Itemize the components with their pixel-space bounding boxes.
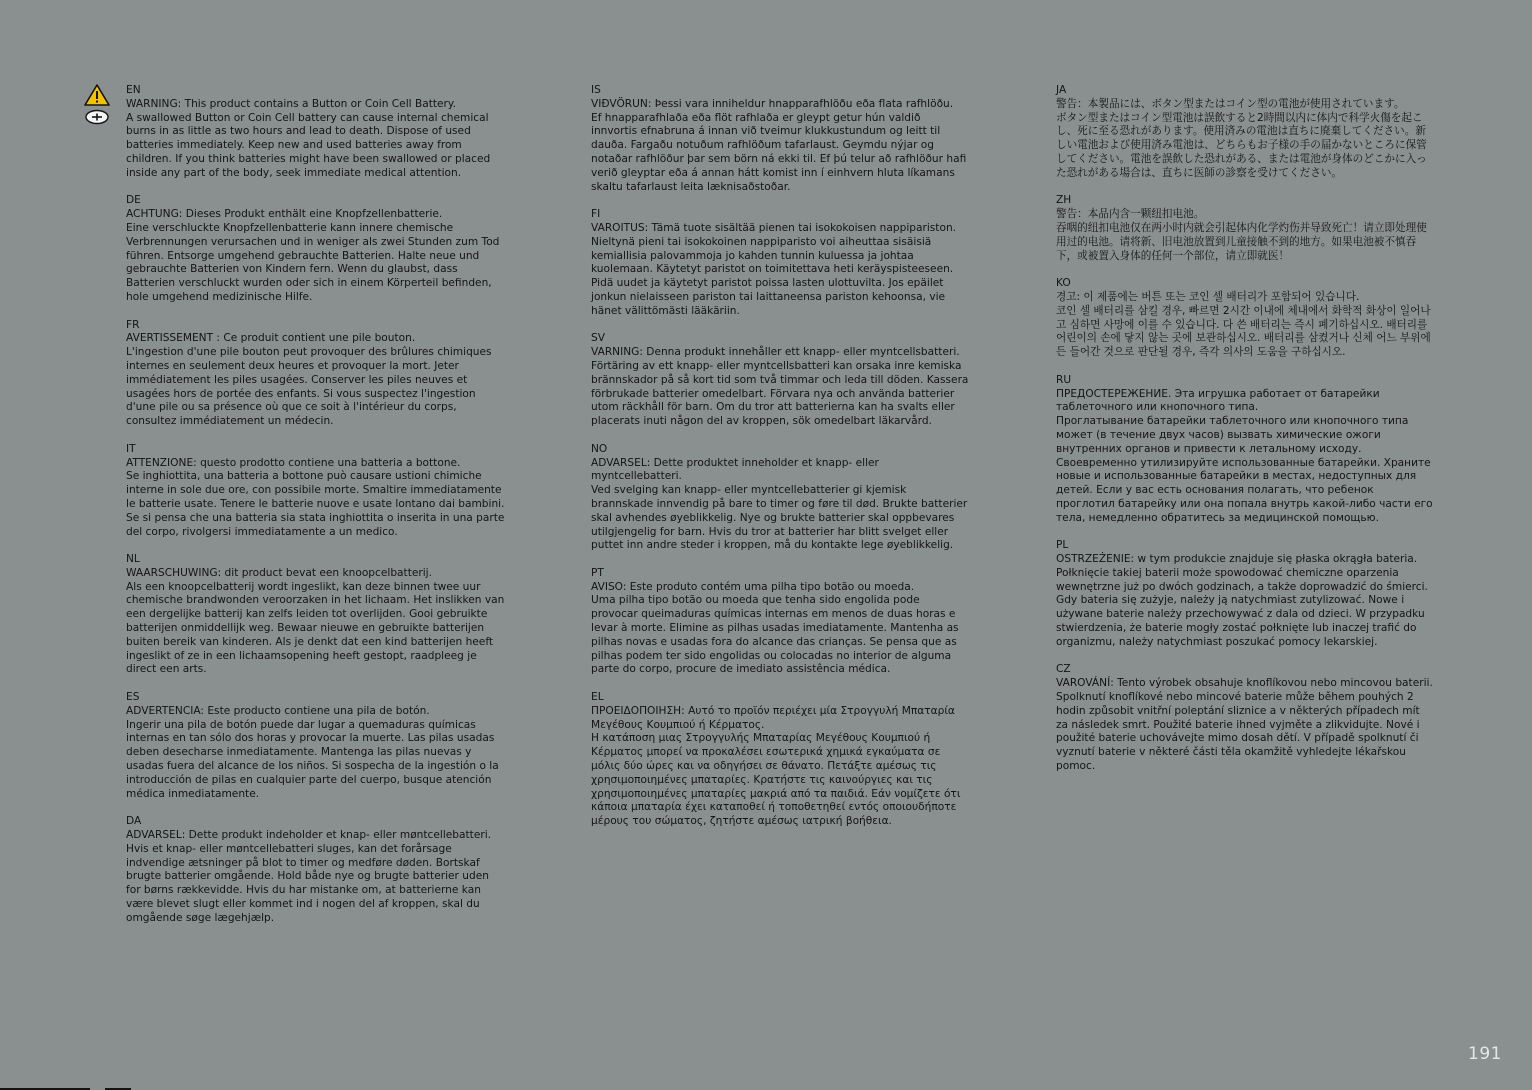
warning-heading: VIÐVÖRUN: Þessi vara inniheldur hnapparafhlöðu eða flata rafhlöðu. bbox=[591, 97, 954, 110]
language-code: KO bbox=[1056, 277, 1071, 290]
warning-body: Spolknutí knoflíkové nebo mincové baterie může během pouhých 2 hodin způsobit vnitřní poleptání sliznice a v některých případech mít za následek smrt. Použité baterie ihned vyjměte a zlikvidujte. Nové i použité baterie uchovávejte mimo dosah dětí. V případě spolknutí či vyznutí baterie v některé části těla okamžitě vyhledejte lékařskou pomoc. bbox=[1056, 691, 1420, 773]
warning-section-ja bbox=[1056, 84, 1434, 181]
warning-heading: ACHTUNG: Dieses Produkt enthält eine Knopfzellenbatterie. bbox=[126, 208, 443, 221]
warning-body: Als een knoopcelbatterij wordt ingeslikt, kan deze binnen twee uur chemische brandwonden veroorzaken in het lichaam. Het inslikken van een dergelijke batterij kan zelfs leiden tot overlijden. Gooi gebruikte batterijen onmiddellijk weg. Bewaar nieuwe en gebruikte batterijen buiten bereik van kinderen. Als je denkt dat een kind batterijen heeft ingeslikt of ze in een lichaamsopening heeft gestopt, raadpleeg je direct een arts. bbox=[126, 580, 505, 676]
language-code: RU bbox=[1056, 373, 1072, 386]
warning-body: Ved svelging kan knapp- eller myntcellebatterier gi kjemisk brannskade innvendig på bare to timer og føre til død. Brukte batterier skal avhendes øyeblikkelig. Nye og brukte batterier skal oppbevares utilgjengelig for barn. Hvis du tror at batterier har blitt svelget eller puttet inn andre steder i kroppen, må du kontakte lege øyeblikkelig. bbox=[591, 484, 968, 552]
warning-body: Η κατάποση μιας Στρογγυλής Μπαταρίας Μεγέθους Κουμπιού ή Κέρματος μπορεί να προκαλέσει εσωτερικά χημικά εγκαύματα σε μόλις δύο ώρες και να οδηγήσει σε θάνατο. Πετάξτε αμέσως τις χρησιμοποιημένες μπαταρίες. Κρατήστε τις καινούργιες και τις χρησιμοποιημένες μπαταρίες μακριά από τα παιδιά. Εάν νομίζετε ότι κάποια μπαταρία έχει καταποθεί ή τοποθετηθεί εντός οποιουδήποτε μέρους του σώματος, ζητήστε αμέσως ιατρική βοήθεια. bbox=[591, 732, 961, 828]
warning-heading: WAARSCHUWING: dit product bevat een knoopcelbatterij. bbox=[126, 566, 432, 579]
warning-heading: 警告：本品内含一颗纽扣电池。 bbox=[1056, 208, 1205, 221]
warning-section-it bbox=[126, 443, 506, 540]
warning-heading: ΠΡΟΕΙΔΟΠΟΙΗΣΗ: Αυτό το προϊόν περιέχει μία Στρογγυλή Μπαταρία Μεγέθους Κουμπιού ή Κέρματος. bbox=[591, 704, 955, 731]
warning-section-es bbox=[126, 691, 506, 801]
column-2 bbox=[591, 84, 969, 843]
warning-section-fi bbox=[591, 208, 969, 318]
language-code: SV bbox=[591, 332, 605, 345]
language-code: NO bbox=[591, 442, 608, 455]
warning-body: Se inghiottita, una batteria a bottone può causare ustioni chimiche interne in sole due ore, con possibile morte. Smaltire immediatamente le batterie usate. Tenere le batterie nuove e usate lontano dai bambini. Se si pensa che una batteria sia stata inghiottita o inserita in una parte del corpo, rivolgersi immediatamente a un medico. bbox=[126, 470, 505, 538]
language-code: FI bbox=[591, 208, 601, 221]
warning-body: Hvis et knap- eller møntcellebatteri sluges, kan det forårsage indvendige ætsninger på blot to timer og medføre døden. Bortskaf brugte batterier omgående. Hold både nye og brugte batterier uden for børns rækkevidde. Hvis du har mistanke om, at batterierne kan være blevet slugt eller kommet ind i nogen del af kroppen, skal du omgående søge lægehjælp. bbox=[126, 842, 489, 924]
warning-section-ko bbox=[1056, 277, 1434, 360]
warning-body: Połknięcie takiej baterii może spowodować chemiczne oparzenia wewnętrzne już po dwóch godzinach, a także doprowadzić do śmierci. Gdy bateria się zużyje, należy ją natychmiast zutylizować. Nowe i używane baterie należy przechowywać z dala od dzieci. W przypadku stwierdzenia, że baterie mogły zostać połknięte lub inaczej trafić do organizmu, należy natychmiast poszukać pomocy lekarskiej. bbox=[1056, 566, 1428, 648]
warning-section-pt bbox=[591, 567, 969, 677]
warning-section-de bbox=[126, 194, 506, 304]
warning-section-cz bbox=[1056, 663, 1434, 773]
warning-section-sv bbox=[591, 332, 969, 429]
warning-section-el bbox=[591, 691, 969, 829]
warning-section-no bbox=[591, 443, 969, 553]
warning-heading: 警告：本製品には、ボタン型またはコイン型の電池が使用されています。 bbox=[1056, 97, 1405, 110]
warning-body: ボタン型またはコイン型電池は誤飲すると2時間以内に体内で科学火傷を起こし、死に至る恐れがあります。使用済みの電池は直ちに廃棄してください。新しい電池および使用済み電池は、どちらもお子様の手の届かないところに保管してください。電池を誤飲した恐れがある、または電池が身体のどこかに入った恐れがある場合は、直ちに医師の診察を受けてください。 bbox=[1056, 111, 1427, 179]
language-code: IT bbox=[126, 442, 136, 455]
warning-heading: VARNING: Denna produkt innehåller ett knapp- eller myntcellsbatteri. bbox=[591, 346, 960, 359]
warning-body: 코인 셀 배터리를 삼킬 경우, 빠르면 2시간 이내에 체내에서 화학적 화상이 일어나고 심하면 사망에 이를 수 있습니다. 다 쓴 배터리는 즉시 폐기하십시오. 배터리를 어린이의 손에 닿지 않는 곳에 보관하십시오. 배터리를 삼켰거나 신체 어느 부위에든 들어간 것으로 판단될 경우, 즉각 의사의 도움을 구하십시오. bbox=[1056, 304, 1431, 359]
warning-body: Проглатывание батарейки таблеточного или кнопочного типа может (в течение двух часов) вызвать химические ожоги внутренних органов и привести к летальному исходу. Своевременно утилизируйте использованные батарейки. Храните новые и использованные батарейки в местах, недоступных для детей. Если у вас есть основания полагать, что ребенок проглотил батарейку или она попала внутрь какой-либо части его тела, немедленно обратитесь за медицинской помощью. bbox=[1056, 415, 1433, 524]
warning-body: Uma pilha tipo botão ou moeda que tenha sido engolida pode provocar queimaduras químicas internas em menos de duas horas e levar à morte. Elimine as pilhas usadas imediatamente. Mantenha as pilhas novas e usadas fora do alcance das crianças. Se pensa que as pilhas podem ter sido engolidas ou colocadas no interior de alguma parte do corpo, procure de imediato assistência médica. bbox=[591, 594, 959, 676]
warning-heading: ПРЕДОСТЕРЕЖЕНИЕ. Эта игрушка работает от батарейки таблеточного или кнопочного типа. bbox=[1056, 387, 1380, 414]
warning-body: Eine verschluckte Knopfzellenbatterie kann innere chemische Verbrennungen verursachen und in weniger als zwei Stunden zum Tod führen. Entsorge umgehend gebrauchte Batterien. Halte neue und gebrauchte Batterien von Kindern fern. Wenn du glaubst, dass Batterien verschluckt wurden oder sich in einem Körperteil befinden, hole umgehend medizinische Hilfe. bbox=[126, 221, 500, 303]
battery-cell-icon bbox=[84, 109, 110, 125]
warning-section-fr bbox=[126, 319, 506, 429]
warning-heading: OSTRZEŻENIE: w tym produkcie znajduje się płaska okrągła bateria. bbox=[1056, 553, 1418, 566]
warning-body: Ef hnapparafhlaða eða flöt rafhlaða er gleypt getur hún valdið innvortis efnabruna á innan við tveimur klukkustundum og leitt til dauða. Fargaðu notuðum rafhlöðum tafarlaust. Geymdu nýjar og notaðar rafhlöður þar sem börn ná ekki til. Ef þú telur að rafhlöður hafi verið gleyptar eða á annan hátt komist inn í einhvern hluta líkamans skaltu tafarlaust leita læknisaðstoðar. bbox=[591, 111, 967, 193]
language-code: EL bbox=[591, 691, 604, 704]
warning-heading: AVERTISSEMENT : Ce produit contient une pile bouton. bbox=[126, 332, 416, 345]
language-code: EN bbox=[126, 84, 141, 96]
warning-triangle-icon bbox=[84, 84, 110, 106]
warning-heading: WARNING: This product contains a Button or Coin Cell Battery. bbox=[126, 97, 457, 110]
warning-body: L'ingestion d'une pile bouton peut provoquer des brûlures chimiques internes en seulement deux heures et provoquer la mort. Jeter immédiatement les piles usagées. Conserver les piles neuves et usagées hors de portée des enfants. Si vous suspectez l'ingestion d'une pile ou sa présence où que ce soit à l'intérieur du corps, consultez immédiatement un médecin. bbox=[126, 346, 492, 428]
warning-section-pl bbox=[1056, 539, 1434, 649]
warning-heading: VAROITUS: Tämä tuote sisältää pienen tai isokokoisen nappipariston. bbox=[591, 221, 957, 234]
language-code: CZ bbox=[1056, 663, 1071, 676]
warning-heading: ADVERTENCIA: Este producto contiene una pila de botón. bbox=[126, 704, 430, 717]
warning-icons bbox=[84, 84, 110, 125]
column-1 bbox=[126, 84, 506, 939]
column-3 bbox=[1056, 84, 1434, 788]
warning-body: Ingerir una pila de botón puede dar lugar a quemaduras químicas internas en tan sólo dos horas y provocar la muerte. Las pilas usadas deben desecharse inmediatamente. Mantenga las pilas nuevas y usadas fuera del alcance de los niños. Si sospecha de la ingestión o la introducción de pilas en cualquier parte del cuerpo, busque atención médica inmediatamente. bbox=[126, 718, 499, 800]
language-code: ES bbox=[126, 691, 140, 704]
page-number: 191 bbox=[1468, 1044, 1502, 1064]
warning-section-zh bbox=[1056, 194, 1434, 263]
language-code: FR bbox=[126, 318, 140, 331]
warning-body: Förtäring av ett knapp- eller myntcellsbatteri kan orsaka inre kemiska brännskador på så kort tid som två timmar och leda till döden. Kassera förbrukade batterier omedelbart. Förvara nya och använda batterier utom räckhåll för barn. Om du tror att batterierna kan ha svalts eller placerats inuti någon del av kroppen, sök omedelbart läkarvård. bbox=[591, 359, 969, 428]
warning-body: Nieltynä pieni tai isokokoinen nappiparisto voi aiheuttaa sisäisiä kemiallisia palovammoja jo kahden tunnin kuluessa ja johtaa kuolemaan. Käytetyt paristot on toimitettava heti keräyspisteeseen. Pidä uudet ja käytetyt paristot poissa lasten ulottuvilta. Jos epäilet jonkun nielaisseen pariston tai laittaneensa pariston kehoonsa, vie hänet välittömästi lääkäriin. bbox=[591, 235, 954, 317]
warning-heading: VAROVÁNÍ: Tento výrobek obsahuje knoflíkovou nebo mincovou baterii. bbox=[1056, 677, 1433, 690]
language-code: PT bbox=[591, 566, 604, 579]
warning-section-en bbox=[126, 84, 506, 181]
language-code: DA bbox=[126, 815, 142, 828]
warning-body: 吞咽的纽扣电池仅在两小时内就会引起体内化学灼伤并导致死亡！请立即处理使用过的电池。请将新、旧电池放置到儿童接触不到的地方。如果电池被不慎吞下，或被置入身体的任何一个部位，请立即就医！ bbox=[1056, 221, 1427, 262]
language-code: JA bbox=[1056, 84, 1067, 96]
warning-heading: ADVARSEL: Dette produktet inneholder et knapp- eller myntcellebatteri. bbox=[591, 456, 879, 483]
language-code: DE bbox=[126, 194, 141, 207]
language-code: PL bbox=[1056, 539, 1069, 552]
warning-heading: ATTENZIONE: questo prodotto contiene una batteria a bottone. bbox=[126, 456, 461, 469]
warning-section-is bbox=[591, 84, 969, 194]
warning-heading: ADVARSEL: Dette produkt indeholder et knap- eller møntcellebatteri. bbox=[126, 829, 492, 842]
warning-body: A swallowed Button or Coin Cell battery can cause internal chemical burns in as little as two hours and lead to death. Dispose of used batteries immediately. Keep new and used batteries away from children. If you think batteries might have been swallowed or placed inside any part of the body, seek immediate medical attention. bbox=[126, 111, 491, 179]
language-code: NL bbox=[126, 553, 140, 566]
warning-section-nl bbox=[126, 553, 506, 677]
warning-heading: AVISO: Este produto contém uma pilha tipo botão ou moeda. bbox=[591, 580, 915, 593]
warning-heading: 경고: 이 제품에는 버튼 또는 코인 셀 배터리가 포함되어 있습니다. bbox=[1056, 290, 1360, 303]
language-code: IS bbox=[591, 84, 601, 96]
language-code: ZH bbox=[1056, 194, 1072, 207]
warning-section-da bbox=[126, 815, 506, 925]
warning-section-ru bbox=[1056, 374, 1434, 526]
